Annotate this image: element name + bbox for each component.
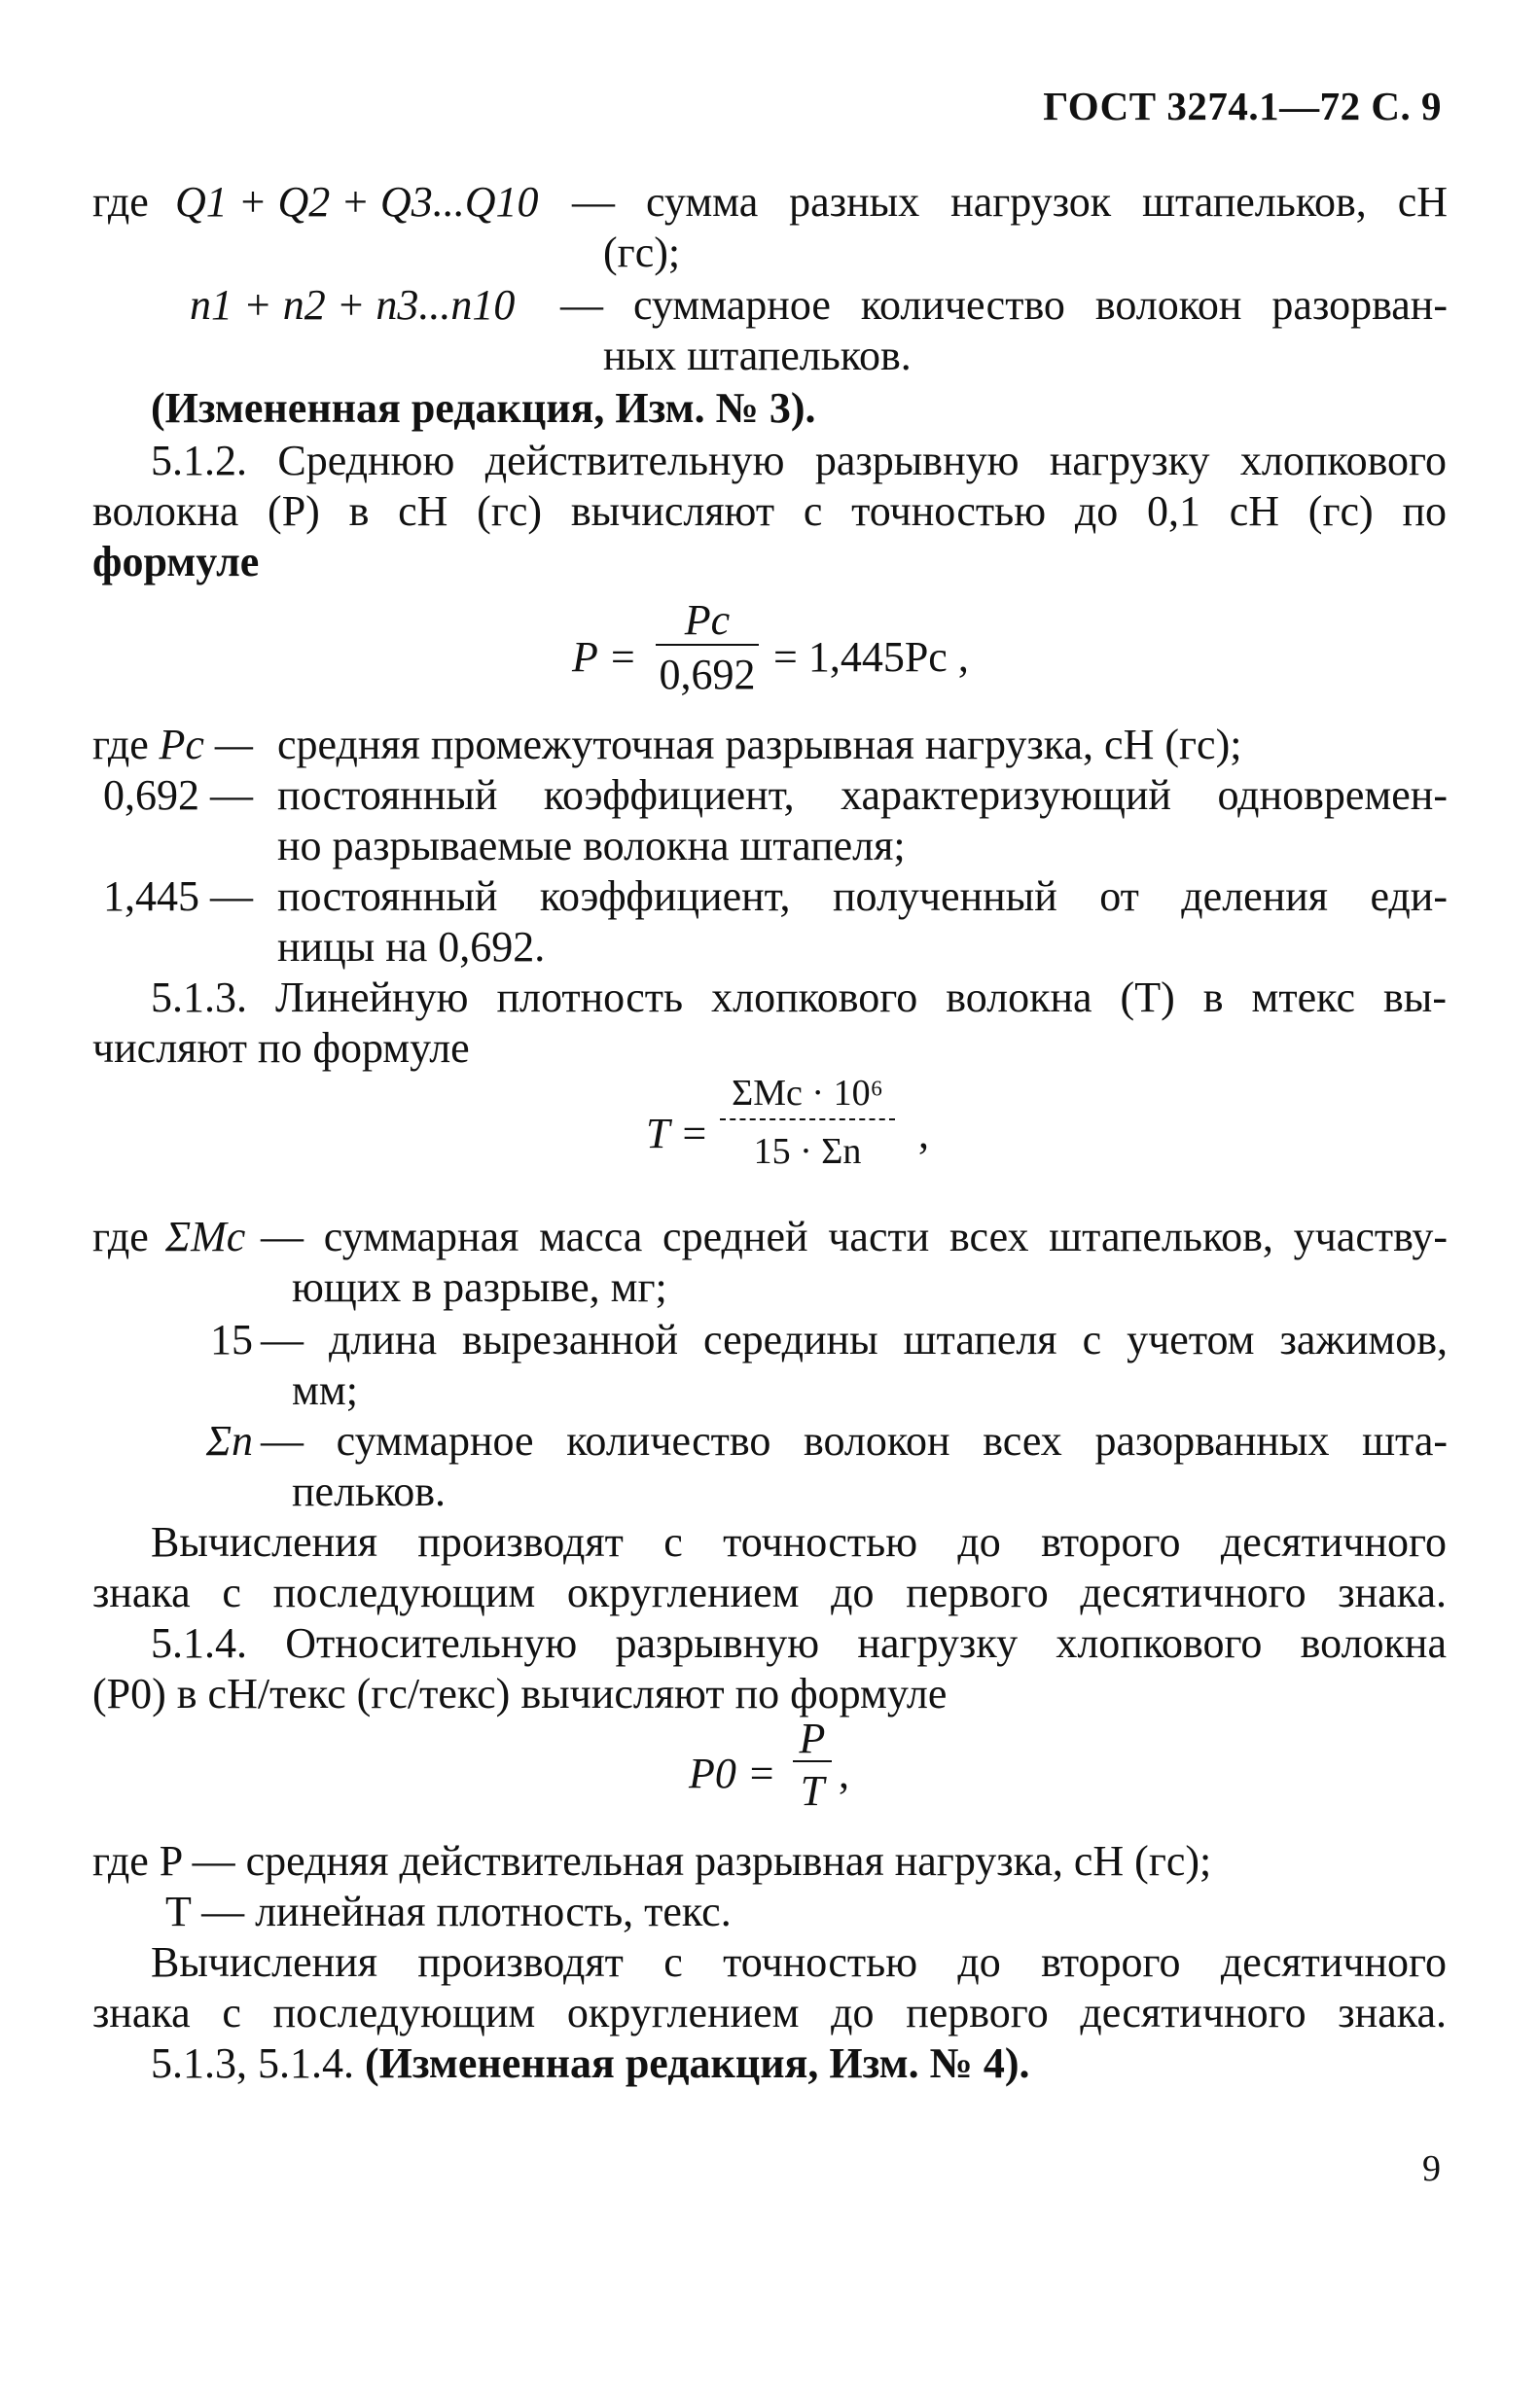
p514-line-1: 5.1.4. Относительную разрывную нагрузку хлопкового волокна: [151, 1619, 1447, 1667]
fiber-sum-desc-2: пельков.: [292, 1468, 447, 1515]
length-15-label: 15: [210, 1316, 253, 1363]
calc-note-2-line-1: Вычисления производят с точностью до второго десятичного: [151, 1938, 1447, 1986]
formula-p-numerator: Pс: [684, 596, 731, 644]
formula-t-bar: [720, 1118, 895, 1120]
fiber-sum-desc-1: — суммарное количество волокон всех разорванных шта-: [261, 1417, 1448, 1465]
mass-sum-desc-2: ющих в разрыве, мг;: [292, 1263, 667, 1311]
page-number: 9: [1422, 2148, 1441, 2189]
formula-p-rhs: = 1,445Pс ,: [773, 633, 969, 681]
sum-n-desc-1: — суммарное количество волокон разорван-: [560, 281, 1448, 329]
coef-1445-label: 1,445 —: [103, 872, 253, 920]
formula-p-bar: [656, 644, 759, 646]
sum-n-desc-2: ных штапельков.: [603, 332, 912, 379]
sum-q-text: Q1 + Q2 + Q3...Q10: [175, 178, 539, 226]
calc-note-2-line-2: знака с последующим округлением до первого десятичного знака.: [92, 1989, 1447, 2036]
sum-q-desc-1: — сумма разных нагрузок штапельков, сН: [572, 178, 1448, 226]
sum-q-desc-2: (гс);: [603, 229, 681, 276]
p514-line-2: (P0) в сН/текс (гс/текс) вычисляют по формуле: [92, 1670, 948, 1717]
amendment-4: [151, 2038, 1029, 2089]
coef-0692-desc-2: но разрываемые волокна штапеля;: [277, 822, 906, 869]
coef-1445-desc-1: постоянный коэффициент, полученный от деления еди-: [277, 872, 1448, 920]
fiber-sum-label: Σn: [205, 1417, 253, 1465]
formula-p-denominator: 0,692: [659, 651, 756, 698]
running-header: ГОСТ 3274.1—72 С. 9: [1043, 84, 1442, 128]
where-label: где: [92, 178, 149, 226]
p513-line-2: числяют по формуле: [92, 1024, 470, 1072]
length-15-desc-2: мм;: [292, 1366, 358, 1414]
length-15-desc-1: — длина вырезанной середины штапеля с учетом зажимов,: [261, 1316, 1448, 1363]
formula-t-tail: ,: [918, 1110, 929, 1157]
formula-p0-tail: ,: [839, 1750, 849, 1797]
p512-line-1: 5.1.2. Среднюю действительную разрывную нагрузку хлопкового: [151, 437, 1447, 484]
calc-note-1-line-2: знака с последующим округлением до первого десятичного знака.: [92, 1569, 1447, 1616]
formula-p0-bar: [793, 1760, 832, 1762]
pc-label: Pс —: [159, 721, 253, 768]
formula-p0-denominator: T: [800, 1767, 825, 1815]
mass-sum-desc-1: — суммарная масса средней части всех штапельков, участву-: [261, 1213, 1448, 1260]
amendment-4-sections: 5.1.3, 5.1.4.: [151, 2039, 354, 2087]
formula-p-lhs: P =: [572, 633, 637, 681]
amendment-4-text: (Измененная редакция, Изм. № 4).: [365, 2039, 1030, 2087]
formula-t-numerator: ΣMс · 10⁶: [732, 1073, 883, 1114]
calc-note-1-line-1: Вычисления производят с точностью до второго десятичного: [151, 1518, 1447, 1566]
def-p-line: где P — средняя действительная разрывная нагрузка, сН (гс);: [92, 1837, 1212, 1885]
p512-line-2: волокна (Р) в сН (гс) вычисляют с точностью до 0,1 сН (гс) по: [92, 487, 1447, 535]
coef-1445-desc-2: ницы на 0,692.: [277, 923, 546, 971]
coef-0692-label: 0,692 —: [103, 771, 253, 819]
p512-line-3: формуле: [92, 538, 260, 585]
amendment-3: (Измененная редакция, Изм. № 3).: [151, 384, 816, 432]
where-label-2: где: [92, 721, 149, 768]
sum-n-label: n1 + n2 + n3...n10: [190, 281, 516, 329]
sum-q-label: [175, 177, 538, 228]
def-t-line: T — линейная плотность, текс.: [165, 1888, 732, 1935]
formula-t-lhs: T =: [646, 1110, 709, 1157]
pc-desc: средняя промежуточная разрывная нагрузка, сН (гс);: [277, 721, 1242, 768]
mass-sum-label: ΣMс: [165, 1213, 246, 1260]
formula-p0-numerator: P: [799, 1715, 826, 1762]
coef-0692-desc-1: постоянный коэффициент, характеризующий одновремен-: [277, 771, 1448, 819]
formula-t-denominator: 15 · Σn: [753, 1131, 862, 1172]
formula-p0-lhs: P0 =: [689, 1750, 776, 1797]
where-label-3: где: [92, 1213, 149, 1260]
p513-line-1: 5.1.3. Линейную плотность хлопкового волокна (Т) в мтекс вы-: [151, 974, 1447, 1021]
